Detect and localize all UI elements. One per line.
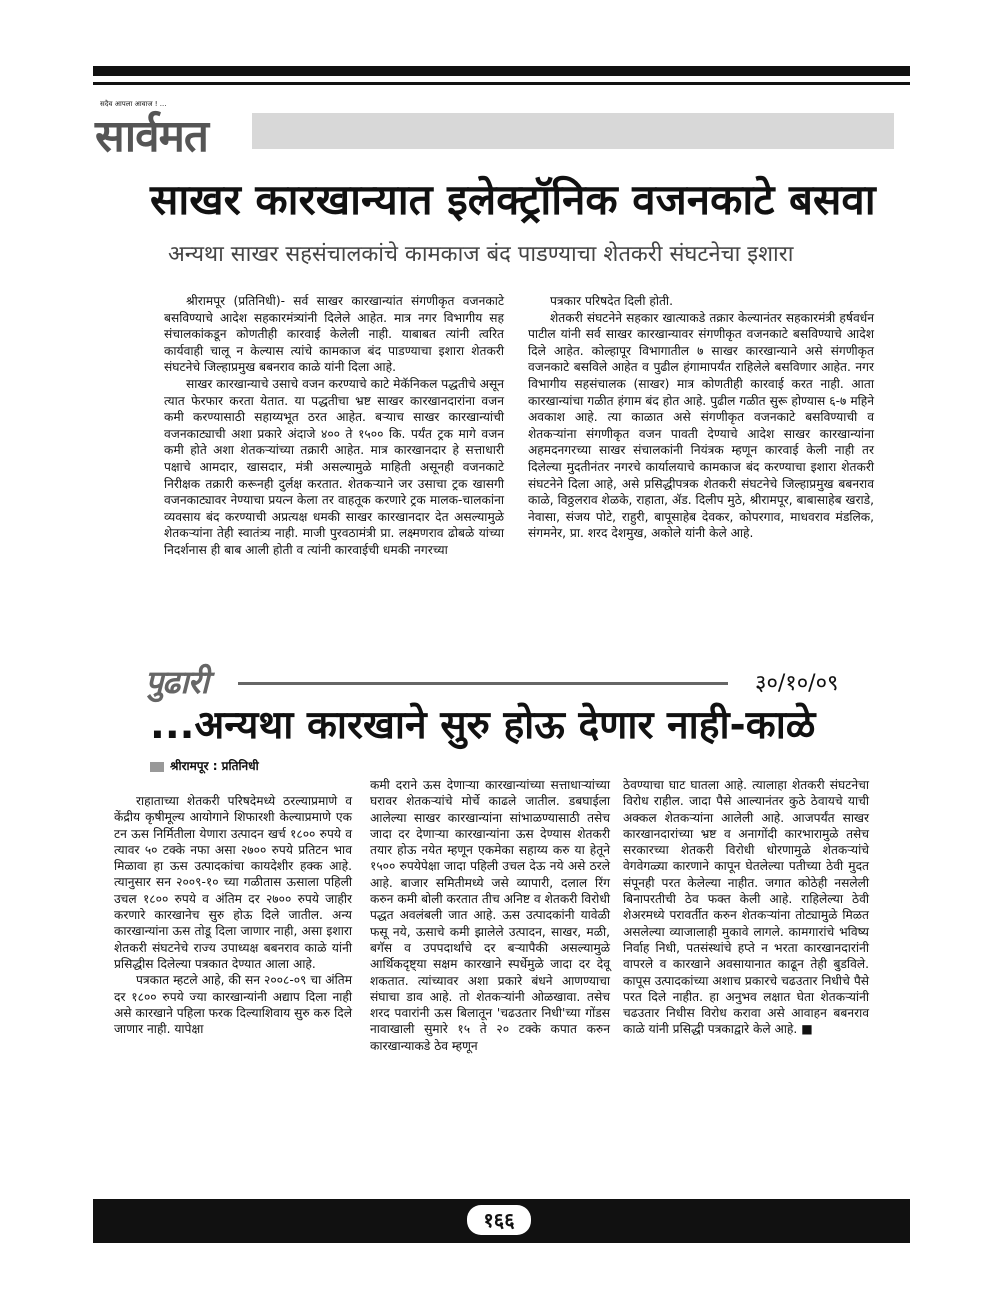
masthead-band — [252, 113, 894, 149]
article2-date: ३०/१०/०९ — [755, 671, 839, 696]
article1-column-1 — [164, 293, 504, 559]
article2-paragraph: पत्रकात म्हटले आहे, की सन २००८-०९ चा अंतिम दर १८०० रुपये ज्या कारखान्यांनी अद्याप दिला नाही असे कारखाने पहिला फरक दिल्याशिवाय सुरु करु दिले जाणार नाही. यापेक्षा — [114, 973, 352, 1037]
sarvamat-logo: सार्वमत — [95, 111, 208, 162]
article2-paragraph: कमी दराने ऊस देणाऱ्या कारखान्यांच्या सत्ताधाऱ्यांच्या घरावर शेतकऱ्यांचे मोर्चे काढले जातील. डबघाईला आलेल्या साखर कारखान्यांना सांभाळण्यासाठी तसेच जादा दर देणाऱ्या कारखान्यांना ऊस देण्यास शेतकरी तयार होऊ नयेत म्हणून एकमेका सहाय्य करु या हेतूने १५०० रुपयेपेक्षा जादा पहिली उचल देऊ नये असे ठरले आहे. बाजार समितीमध्ये जसे व्यापारी, दलाल रिंग करुन कमी बोली करतात तीच अनिष्ट व शेतकरी विरोधी पद्धत अवलंबली जात आहे. ऊस उत्पादकांनी यावेळी फसू नये, ऊसाचे कमी झालेले उत्पादन, साखर, मळी, बगॅस व उपपदार्थांचे दर बऱ्यापैकी असल्यामुळे आर्थिकदृष्ट्या सक्षम कारखाने स्पर्धेमुळे जादा दर देवू शकतात. त्यांच्यावर अशा प्रकारे बंधने आणण्याचा संघाचा डाव आहे. तो शेतकऱ्यांनी ओळखावा. तसेच शरद पवारांनी ऊस बिलातून 'चढउतार निधी'च्या गोंडस नावाखाली सुमारे १५ ते २० टक्के कपात करुन कारखान्याकडे ठेव म्हणून — [370, 778, 610, 1053]
top-rule-thin — [93, 82, 910, 85]
pudhari-rule — [238, 682, 728, 685]
article1-paragraph: श्रीरामपूर (प्रतिनिधी)- सर्व साखर कारखान्यांत संगणीकृत वजनकाटे बसविण्याचे आदेश सहकारमंत्र्यांनी दिलेले आहेत. मात्र नगर विभागीय सह संचालकांकडून कोणतीही कारवाई केलेली नाही. याबाबत त्यांनी त्वरित कार्यवाही चालू न केल्यास त्यांचे कामकाज बंद पाडण्याचा इशारा शेतकरी संघटनेचे जिल्हाप्रमुख बबनराव काळे यांनी दिला आहे. — [164, 294, 504, 375]
top-rule-thick — [93, 66, 910, 76]
article2-headline: ...अन्यथा कारखाने सुरु होऊ देणार नाही-काळे — [150, 703, 816, 748]
article1-headline: साखर कारखान्यात इलेक्ट्रॉनिक वजनकाटे बसवा — [150, 175, 876, 224]
article1-paragraph: साखर कारखान्याचे उसाचे वजन करण्याचे काटे मेकॅनिकल पद्धतीचे असून त्यात फेरफार करता येतात. या पद्धतीचा भ्रष्ट साखर कारखानदारांना वजन कमी करण्यासाठी सहाय्यभूत ठरत आहेत. बऱ्याच साखर कारखान्यांची वजनकाट्याची अशा प्रकारे अंदाजे ४०० ते १५०० कि. पर्यंत ट्रक मागे वजन कमी होते अशा शेतकऱ्यांच्या तक्रारी आहेत. मात्र कारखानदार हे सत्ताधारी पक्षाचे आमदार, खासदार, मंत्री असल्यामुळे माहिती असूनही वजनकाटे निरीक्षक तक्रारी करूनही दुर्लक्ष करतात. शेतकऱ्याने जर उसाचा ट्रक खासगी वजनकाट्यावर नेण्याचा प्रयत्न केला तर वाहतूक करणारे ट्रक मालक-चालकांना व्यवसाय बंद करण्याची अप्रत्यक्ष धमकी साखर कारखानदार देत असल्यामुळे शेतकऱ्यांना तेही स्वातंत्र्य नाही. माजी पुरवठामंत्री प्रा. लक्ष्मणराव ढोबळे यांच्या निदर्शनास ही बाब आली होती व त्यांनी कारवाईची धमकी नगरच्या — [164, 376, 504, 557]
pudhari-logo: पुढारी — [145, 663, 208, 701]
article2-byline — [150, 757, 259, 774]
article2-paragraph: राहाताच्या शेतकरी परिषदेमध्ये ठरल्याप्रमाणे व केंद्रीय कृषीमूल्य आयोगाने शिफारशी केल्याप्रमाणे एक टन ऊस निर्मितीला येणारा उत्पादन खर्च १८०० रुपये व त्यावर ५० टक्के नफा असा २७०० रुपये प्रतिटन भाव मिळावा हा ऊस उत्पादकांचा कायदेशीर हक्क आहे. त्यानुसार सन २००९-१० च्या गळीतास ऊसाला पहिली उचल १८०० रुपये व अंतिम दर २७०० रुपये जाहीर करणारे कारखानेच सुरु होऊ दिले जातील. अन्य कारखान्यांना ऊस तोडू दिला जाणार नाही, असा इशारा शेतकरी संघटनेचे राज्य उपाध्यक्ष बबनराव काळे यांनी प्रसिद्धीस दिलेल्या पत्रकात देण्यात आला आहे. — [114, 794, 352, 971]
byline-icon — [150, 762, 164, 772]
page-number: १६६ — [467, 1205, 531, 1235]
article2-column-2 — [370, 777, 610, 1054]
masthead-tagline: सदैव आपला आवाज ! ... — [100, 100, 167, 108]
article2-byline-text: श्रीरामपूर : प्रतिनिधी — [170, 759, 259, 773]
article1-paragraph: शेतकरी संघटनेने सहकार खात्याकडे तक्रार केल्यानंतर सहकारमंत्री हर्षवर्धन पाटील यांनी सर्व साखर कारखान्यावर संगणीकृत वजनकाटे बसविण्याचे आदेश दिले आहेत. कोल्हापूर विभागातील ७ साखर कारखान्याने असे संगणीकृत वजनकाटे बसविले आहेत व पुढील हंगामापर्यंत राहिलेले बसविणार आहेत. नगर विभागीय सहसंचालक (साखर) मात्र कोणतीही कारवाई करत नाही. आता कारखान्यांचा गळीत हंगाम बंद होत आहे. पुढील गळीत सुरू होण्यास ६-७ महिने अवकाश आहे. त्या काळात असे संगणीकृत वजनकाटे बसविण्याची व शेतकऱ्यांना संगणीकृत वजन पावती देण्याचे आदेश साखर कारखान्यांना अहमदनगरच्या साखर संचालकांनी नियंत्रक म्हणून कारवाई केली नाही तर दिलेल्या मुदतीनंतर नगरचे कार्यालयाचे कामकाज बंद करण्याचा इशारा शेतकरी संघटनेने दिला आहे, असे प्रसिद्धीपत्रक शेतकरी संघटनेचे जिल्हाप्रमुख बबनराव काळे, विठ्ठलराव शेळके, राहाता, ॲड. दिलीप मुठे, श्रीरामपूर, बाबासाहेब खराडे, नेवासा, संजय पोटे, राहुरी, बापूसाहेब देवकर, कोपरगाव, माधवराव मंडलिक, संगमनेर, प्रा. शरद देशमुख, अकोले यांनी केले आहे. — [528, 310, 874, 541]
article2-column-1 — [114, 793, 352, 1037]
article1-paragraph: पत्रकार परिषदेत दिली होती. — [550, 294, 673, 308]
article1-subheadline: अन्यथा साखर सहसंचालकांचे कामकाज बंद पाडण्याचा शेतकरी संघटनेचा इशारा — [168, 242, 794, 267]
article2-column-3 — [623, 777, 869, 1038]
article1-column-2 — [528, 293, 874, 542]
article2-paragraph: ठेवण्याचा घाट घातला आहे. त्यालाहा शेतकरी संघटनेचा विरोध राहील. जादा पैसे आल्यानंतर कुठे ठेवायचे याची अक्कल शेतकऱ्यांना आलेली आहे. आजपर्यंत साखर कारखानदारांच्या भ्रष्ट व अनागोंदी कारभारामुळे तसेच सरकारच्या शेतकरी विरोधी धोरणामुळे शेतकऱ्यांचे वेगवेगळ्या कारणाने कापून घेतलेल्या पतीच्या ठेवी मुदत संपूनही परत केलेल्या नाहीत. जगात कोठेही नसलेली बिनापरतीची ठेव फक्त केली आहे. राहिलेल्या ठेवी शेअरमध्ये परावर्तीत करुन शेतकऱ्यांना तोट्यामुळे मिळत असलेल्या व्याजालाही मुकावे लागले. कामगारांचे भविष्य निर्वाह निधी, पतसंस्थांचे हप्ते न भरता कारखानदारांनी वापरले व कारखाने अवसायानात काढून तेही बुडविले. कापूस उत्पादकांच्या अशाच प्रकारचे चढउतार निधीचे पैसे परत दिले नाहीत. हा अनुभव लक्षात घेता शेतकऱ्यांनी चढउतार निधीस विरोध करावा असे आवाहन बबनराव काळे यांनी प्रसिद्धी पत्रकाद्वारे केले आहे. ■ — [623, 778, 869, 1037]
